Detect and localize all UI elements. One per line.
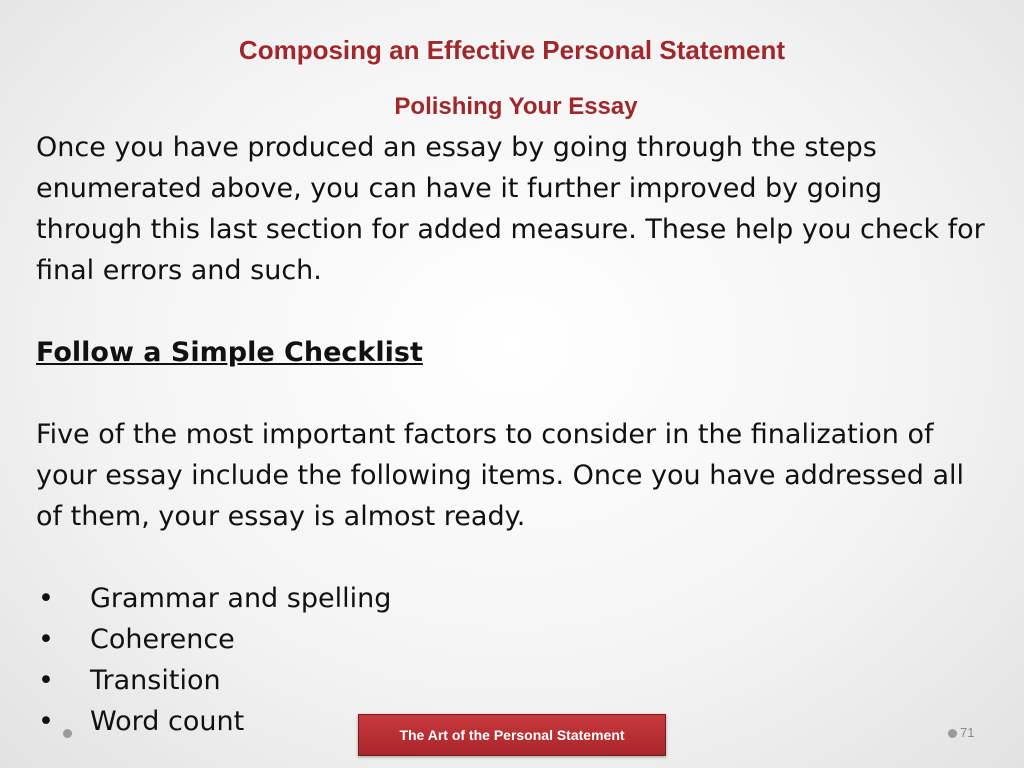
list-item-text: Word count xyxy=(90,706,245,737)
list-item-text: Coherence xyxy=(90,624,235,655)
list-item-text: Transition xyxy=(90,665,221,696)
decorative-dot-icon xyxy=(948,729,957,738)
list-item xyxy=(36,619,996,660)
list-item xyxy=(36,578,996,619)
list-item xyxy=(36,660,996,701)
bullet-icon: • xyxy=(38,706,54,737)
bullet-icon: • xyxy=(38,583,54,614)
slide-subtitle: Polishing Your Essay xyxy=(394,93,638,120)
footer-banner xyxy=(358,714,666,756)
bullet-icon: • xyxy=(38,665,54,696)
spacer xyxy=(36,537,996,578)
intro-paragraph: Once you have produced an essay by going through the steps enumerated above, you can have it further improved by going through this last section for added measure. These help you check for final errors and such. xyxy=(36,132,985,286)
section-heading: Follow a Simple Checklist xyxy=(36,337,423,368)
page-number: 71 xyxy=(960,725,975,740)
footer-label: The Art of the Personal Statement xyxy=(399,727,625,743)
decorative-dot-icon xyxy=(63,729,72,738)
bullet-icon: • xyxy=(38,624,54,655)
slide-body xyxy=(36,86,996,742)
slide-title: Composing an Effective Personal Statement xyxy=(238,35,786,65)
spacer xyxy=(36,291,996,332)
spacer xyxy=(36,373,996,414)
section-paragraph: Five of the most important factors to consider in the finalization of your essay include the following items. Once you have addressed all of them, your essay is almost ready. xyxy=(36,419,965,532)
list-item-text: Grammar and spelling xyxy=(90,583,392,614)
